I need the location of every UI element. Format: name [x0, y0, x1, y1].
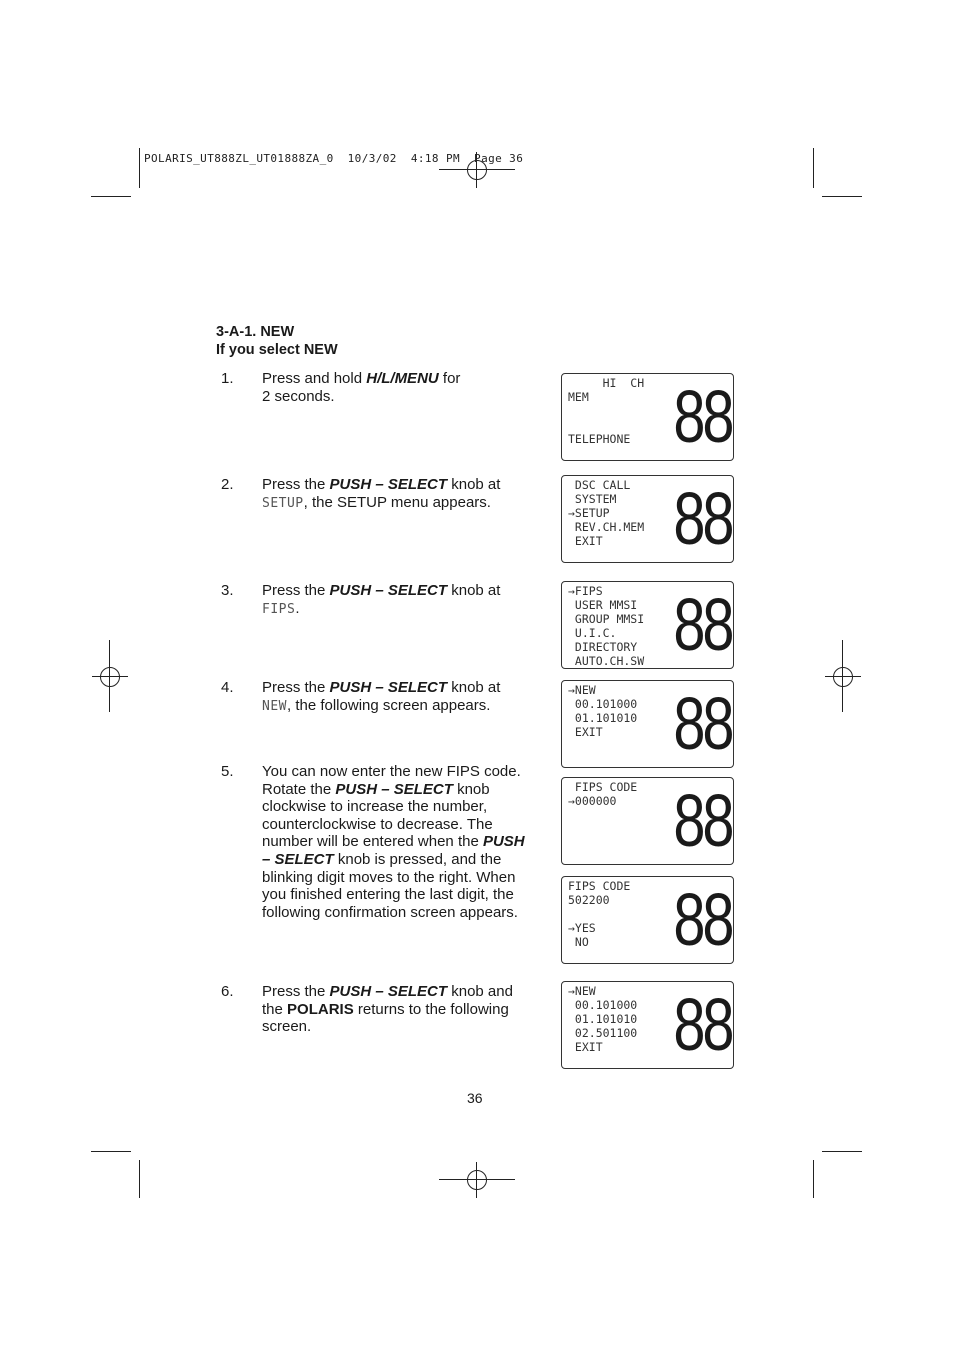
crop-mark	[91, 196, 131, 197]
step-number: 6.	[221, 983, 234, 1000]
registration-line	[109, 640, 110, 712]
channel-digits: 88	[673, 583, 731, 666]
registration-line	[842, 640, 843, 712]
step-number: 4.	[221, 679, 234, 696]
lcd-display-1	[561, 373, 734, 461]
section-title	[216, 323, 338, 359]
lcd-text: →NEW 00.101000 01.101010 02.501100 EXIT	[568, 984, 638, 1054]
channel-digits: 88	[673, 477, 731, 560]
section-subheading: If you select NEW	[216, 342, 338, 358]
key-name: PUSH – SELECT	[329, 476, 448, 493]
step-text: You can now enter the new FIPS code. Rotate the PUSH – SELECT knob clockwise to increase the number, counterclockwise to decrease. The number will be entered when the PUSH – SELECT knob is pressed, and the blinking digit moves to the right. When you finished entering the last digit, the following confirmation screen appears.	[262, 763, 525, 921]
step-text: Press and hold H/L/MENU for 2 seconds.	[262, 370, 461, 405]
crop-mark	[139, 1160, 140, 1198]
lcd-display-4	[561, 680, 734, 768]
lcd-display-7	[561, 981, 734, 1069]
channel-digits: 88	[673, 682, 731, 765]
lcd-text: →FIPS USER MMSI GROUP MMSI U.I.C. DIRECTORY AUTO.CH.SW	[568, 584, 645, 668]
channel-digits: 88	[673, 375, 731, 458]
channel-digits: 88	[673, 779, 731, 862]
step-text: Press the PUSH – SELECT knob at NEW, the following screen appears.	[262, 679, 501, 714]
step-text: Press the PUSH – SELECT knob at FIPS.	[262, 582, 501, 617]
registration-line	[439, 1179, 515, 1180]
crop-mark	[139, 148, 140, 188]
key-name: PUSH – SELECT	[329, 983, 448, 1000]
crop-mark	[813, 148, 814, 188]
crop-mark	[813, 1160, 814, 1198]
crop-mark	[822, 1151, 862, 1152]
channel-digits: 88	[673, 878, 731, 961]
channel-digits: 88	[673, 983, 731, 1066]
lcd-display-3	[561, 581, 734, 669]
step-text: Press the PUSH – SELECT knob at SETUP, the SETUP menu appears.	[262, 476, 501, 511]
lcd-word: FIPS	[262, 601, 296, 617]
lcd-text: →NEW 00.101000 01.101010 EXIT	[568, 683, 638, 739]
key-name: PUSH – SELECT	[329, 679, 448, 696]
lcd-text: HI CH MEM TELEPHONE	[568, 376, 645, 446]
registration-mark	[825, 659, 861, 695]
registration-mark	[92, 659, 128, 695]
lcd-display-5	[561, 777, 734, 865]
product-name: POLARIS	[287, 1000, 354, 1018]
lcd-word: NEW	[262, 698, 287, 714]
print-slug: POLARIS_UT888ZL_UT01888ZA_0 10/3/02 4:18 PM Page 36	[144, 152, 524, 165]
step-number: 5.	[221, 763, 234, 780]
lcd-word: SETUP	[262, 495, 304, 511]
step-number: 3.	[221, 582, 234, 599]
registration-line	[439, 169, 515, 170]
section-heading: 3-A-1. NEW	[216, 324, 295, 340]
step-text: Press the PUSH – SELECT knob and the POLARIS returns to the following screen.	[262, 983, 513, 1036]
lcd-display-2	[561, 475, 734, 563]
step-number: 1.	[221, 370, 234, 387]
lcd-text: FIPS CODE 502200 →YES NO	[568, 879, 631, 949]
key-name: PUSH – SELECT	[335, 780, 453, 798]
key-name: PUSH – SELECT	[262, 833, 525, 868]
lcd-text: DSC CALL SYSTEM →SETUP REV.CH.MEM EXIT	[568, 478, 645, 548]
registration-mark	[459, 1162, 495, 1198]
crop-mark	[91, 1151, 131, 1152]
step-number: 2.	[221, 476, 234, 493]
lcd-text: FIPS CODE →000000	[568, 780, 638, 808]
key-name: H/L/MENU	[366, 370, 439, 387]
lcd-display-6	[561, 876, 734, 964]
crop-mark	[822, 196, 862, 197]
page-number: 36	[467, 1090, 483, 1106]
key-name: PUSH – SELECT	[329, 582, 448, 599]
